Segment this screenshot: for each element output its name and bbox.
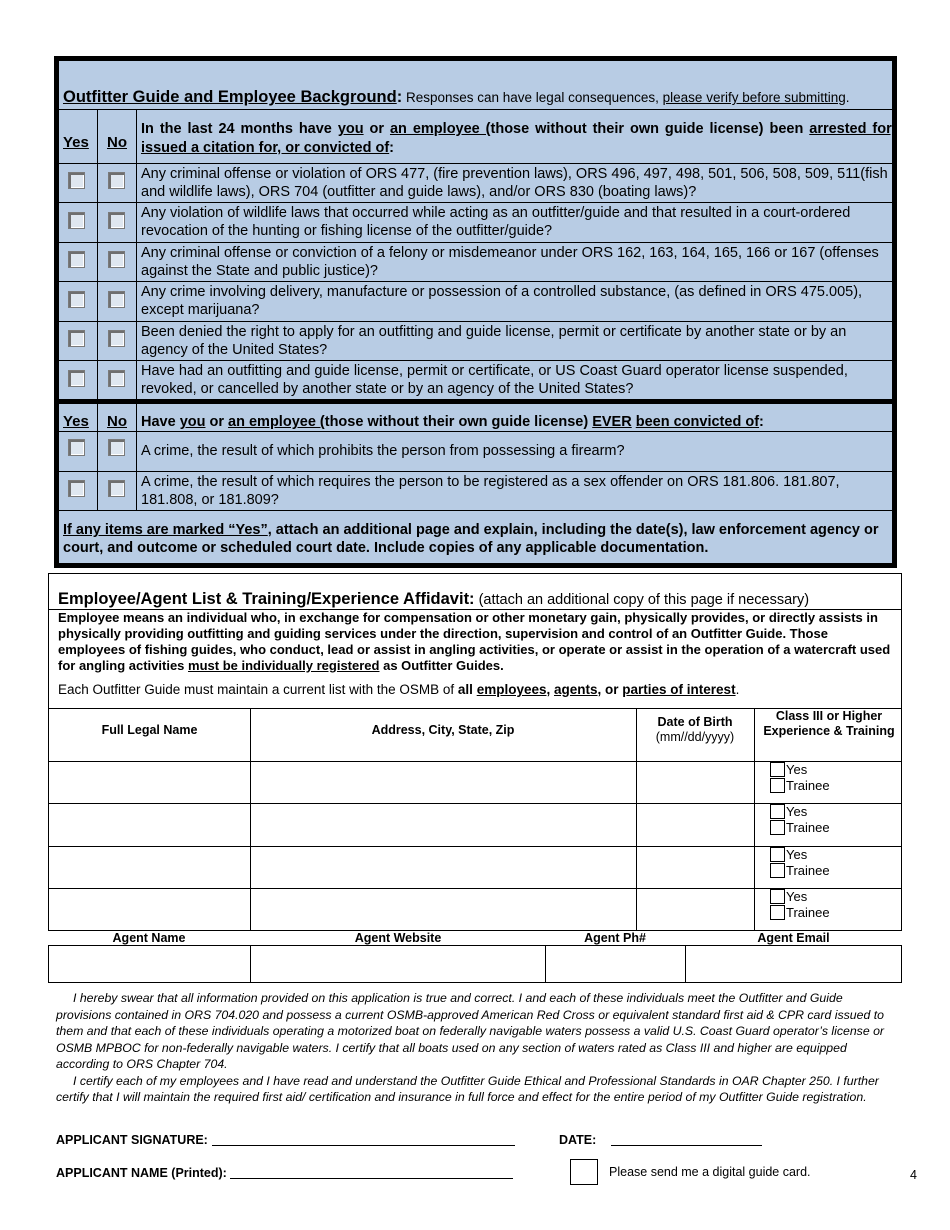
agent-website-header: Agent Website: [354, 931, 442, 945]
digital-guide-card-checkbox[interactable]: [570, 1159, 598, 1185]
q8-yes-checkbox[interactable]: [68, 480, 85, 497]
employee-definition: Employee means an individual who, in exchange for compensation or other monetary gain, physically provides, or directly assists in physically providing outfitting and guiding services under the direction, supervision and control of an Outfitter Guide. Those employees of fishing guides, who conduct, lead or assist in angling activities, or operate or assist in the operation of a watercraft used for angling activities must be individually registered as Outfitter Guides.: [58, 610, 891, 673]
row2-trainee-option[interactable]: Trainee: [770, 820, 830, 836]
col-date-of-birth: Date of Birth (mm//dd/yyyy): [655, 715, 735, 744]
affidavit-paragraph-1: I hereby swear that all information provided on this application is true and correct. I and each of these individuals meet the Outfitter and Guide provisions contained in ORS 704.020 and possess a current OSMB-approved American Red Cross or equivalent standard first aid & CPR card issued to them and that each of these individuals operating a motorized boat on federally navigable waters possess a valid U.S. Coast Guard operator’s license or OSMB MPBOC for non-federally navigable waters. I certify that all boats used on any section of waters rated as Class III and higher are equipped according to ORS Chapter 704.: [56, 991, 885, 1071]
row3-yes-checkbox[interactable]: [770, 847, 785, 862]
applicant-name-label: APPLICANT NAME (Printed):: [56, 1166, 227, 1180]
row2-yes-option[interactable]: Yes: [770, 804, 807, 820]
row3-yes-option[interactable]: Yes: [770, 847, 807, 863]
col-yes-header: Yes: [63, 134, 89, 151]
q5-yes-checkbox[interactable]: [68, 330, 85, 347]
row4-yes-option[interactable]: Yes: [770, 889, 807, 905]
applicant-signature-label: APPLICANT SIGNATURE:: [56, 1133, 208, 1147]
background-title: Outfitter Guide and Employee Background: Responses can have legal consequences, please verify before submitting.: [63, 88, 850, 106]
col-class-iii-training: Class III or Higher Experience & Training: [763, 709, 895, 738]
employee-list-note: Each Outfitter Guide must maintain a current list with the OSMB of all employees, agents, or parties of interest.: [58, 682, 740, 697]
question-8: A crime, the result of which requires the person to be registered as a sex offender on ORS 181.806. 181.807, 181.808, or 181.809?: [141, 474, 840, 508]
affidavit-text: [56, 990, 896, 1106]
question-5: Been denied the right to apply for an outfitting and guide license, permit or certificate by another state or by an agency of the United States?: [141, 324, 847, 358]
background-section: [54, 56, 897, 568]
row3-trainee-option[interactable]: Trainee: [770, 863, 830, 879]
agent-info-row: [48, 945, 902, 983]
q4-yes-checkbox[interactable]: [68, 291, 85, 308]
q4-no-checkbox[interactable]: [108, 291, 125, 308]
question-6: Have had an outfitting and guide license, permit or certificate, or US Coast Guard operator license suspended, revoked, or cancelled by another state or by an agency of the United States?: [141, 363, 848, 397]
q5-no-checkbox[interactable]: [108, 330, 125, 347]
row1-yes-checkbox[interactable]: [770, 762, 785, 777]
date-line[interactable]: [611, 1145, 762, 1146]
q7-no-checkbox[interactable]: [108, 439, 125, 456]
digital-guide-card-label: Please send me a digital guide card.: [609, 1165, 811, 1179]
col-full-legal-name: Full Legal Name: [101, 723, 198, 737]
col-yes-header-2: Yes: [63, 413, 89, 430]
applicant-signature-line[interactable]: [212, 1145, 515, 1146]
question-7: A crime, the result of which prohibits the person from possessing a firearm?: [141, 443, 625, 459]
row4-trainee-checkbox[interactable]: [770, 905, 785, 920]
col-no-header-2: No: [107, 413, 127, 430]
date-label: DATE:: [559, 1133, 597, 1147]
section1-header: In the last 24 months have you or an employee (those without their own guide license) been arrested for, issued a citation for, or convicted of:: [141, 121, 895, 156]
page-number: 4: [910, 1168, 917, 1182]
q8-no-checkbox[interactable]: [108, 480, 125, 497]
row4-yes-checkbox[interactable]: [770, 889, 785, 904]
agent-phone-header: Agent Ph#: [584, 931, 646, 945]
employee-section-title: Employee/Agent List & Training/Experience Affidavit: (attach an additional copy of this page if necessary): [58, 590, 810, 608]
row2-trainee-checkbox[interactable]: [770, 820, 785, 835]
background-footer-instructions: If any items are marked “Yes”, attach an additional page and explain, including the date(s), law enforcement agency or court, and outcome or scheduled court date. Include copies of any applicable documentation.: [63, 522, 879, 556]
affidavit-paragraph-2: I certify each of my employees and I have read and understand the Outfitter Guide Ethical and Professional Standards in OAR Chapter 250. I further certify that I will maintain the required first aid/ certification and insurance in full force and effect for the entire period of my Outfitter Guide registration.: [56, 1073, 879, 1104]
row4-trainee-option[interactable]: Trainee: [770, 905, 830, 921]
agent-name-header: Agent Name: [112, 931, 186, 945]
col-address: Address, City, State, Zip: [371, 723, 515, 737]
row2-yes-checkbox[interactable]: [770, 804, 785, 819]
q2-yes-checkbox[interactable]: [68, 212, 85, 229]
row1-trainee-option[interactable]: Trainee: [770, 778, 830, 794]
section2-header: Have you or an employee (those without their own guide license) EVER been convicted of:: [141, 414, 764, 430]
question-4: Any crime involving delivery, manufacture or possession of a controlled substance, (as defined in ORS 475.005), except marijuana?: [141, 284, 863, 318]
question-3: Any criminal offense or conviction of a felony or misdemeanor under ORS 162, 163, 164, 165, 166 or 167 (offenses against the State and public justice)?: [141, 245, 879, 279]
q3-no-checkbox[interactable]: [108, 251, 125, 268]
q1-no-checkbox[interactable]: [108, 172, 125, 189]
q6-no-checkbox[interactable]: [108, 370, 125, 387]
q1-yes-checkbox[interactable]: [68, 172, 85, 189]
question-1: Any criminal offense or violation of ORS 477, (fire prevention laws), ORS 496, 497, 498, 501, 506, 508, 509, 511(fish and wildlife laws), ORS 704 (outfitter and guide laws), and/or ORS 830 (boating laws)?: [141, 166, 888, 200]
q7-yes-checkbox[interactable]: [68, 439, 85, 456]
col-no-header: No: [107, 134, 127, 151]
row3-trainee-checkbox[interactable]: [770, 863, 785, 878]
question-2: Any violation of wildlife laws that occurred while acting as an outfitter/guide and that resulted in a court-ordered revocation of the hunting or fishing license of the outfitter/guide?: [141, 205, 851, 239]
employee-agent-section: [48, 573, 902, 931]
q3-yes-checkbox[interactable]: [68, 251, 85, 268]
applicant-name-line[interactable]: [230, 1178, 513, 1179]
agent-email-header: Agent Email: [757, 931, 830, 945]
row1-yes-option[interactable]: Yes: [770, 762, 807, 778]
q2-no-checkbox[interactable]: [108, 212, 125, 229]
row1-trainee-checkbox[interactable]: [770, 778, 785, 793]
q6-yes-checkbox[interactable]: [68, 370, 85, 387]
